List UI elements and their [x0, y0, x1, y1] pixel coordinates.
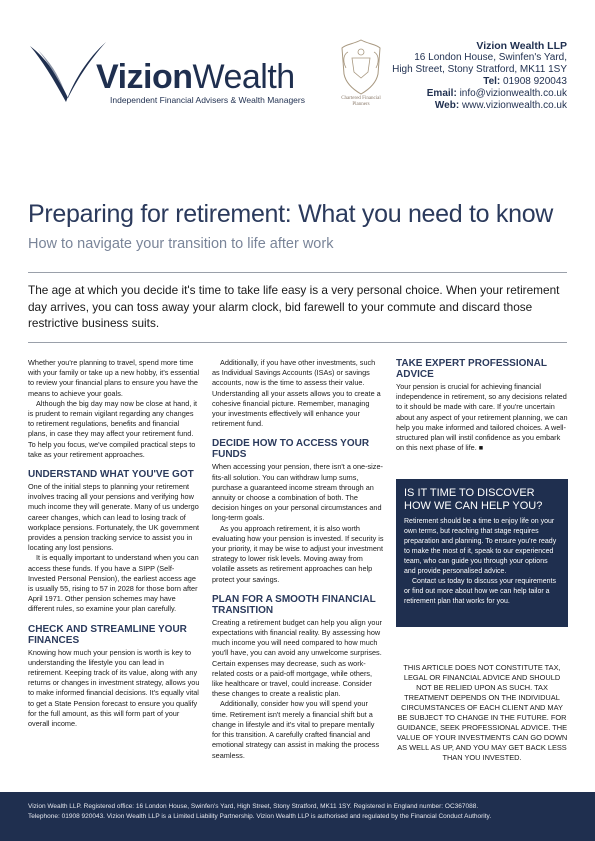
- divider-lead: [28, 342, 567, 343]
- section-heading: UNDERSTAND WHAT YOU'VE GOT: [28, 469, 194, 481]
- contact-block: [367, 40, 567, 112]
- logo-word-wealth: Wealth: [192, 58, 295, 96]
- paragraph: Your pension is crucial for achieving financial independence in retirement, so any decisions related to it should be made with care. If you're uncertain about any aspect of your retirement planning, we can help you make informed and tailored choices. A well-structured plan will instil confidence as you embark on this next phase of life. ■: [396, 382, 568, 453]
- section-heading: TAKE EXPERT PROFESSIONAL ADVICE: [396, 358, 547, 380]
- vizion-wealth-logo: [28, 40, 328, 110]
- email-line: [367, 88, 567, 100]
- footer: [0, 792, 595, 841]
- article-lead: The age at which you decide it's time to take life easy is a very personal choice. When your retirement day arrives, you can toss away your alarm clock, bid farewell to your commute and discard those restrictive business suits.: [28, 283, 560, 330]
- article-title: Preparing for retirement: What you need to know: [28, 200, 554, 228]
- paragraph: Additionally, consider how you will spend your time. Retirement isn't merely a financial shift but a change in lifestyle and it's vital to prepare mentally for this transition. A carefully crafted financial and emotional strategy can assist in making the process seamless.: [212, 699, 380, 760]
- paragraph: When accessing your pension, there isn't a one-size-fits-all solution. You can withdraw lump sums, purchase a guaranteed income stream through an annuity or choose a combination of both. The decision hinges on your personal circumstances and long-term goals.: [212, 462, 383, 523]
- cta-heading: IS IT TIME TO DISCOVER HOW WE CAN HELP YOU?: [404, 487, 543, 512]
- phone-line: [367, 76, 567, 88]
- email-label: Email:: [426, 88, 457, 99]
- paragraph: One of the initial steps to planning your retirement involves tracing all your pensions and verifying how much income they will generate. Many of us undergo career changes, which can lead to losing track of workplace pensions. Fortunately, the UK government provides a pension tracking service to assist you in locating any lost pensions.: [28, 482, 200, 553]
- logo-tagline: Independent Financial Advisers & Wealth Managers: [110, 95, 305, 105]
- paragraph: Whether you're planning to travel, spend more time with your family or take up a new hobby, it's essential to review your financial plans to ensure you have the means to achieve your goals.: [28, 358, 200, 398]
- disclaimer: THIS ARTICLE DOES NOT CONSTITUTE TAX, LEGAL OR FINANCIAL ADVICE AND SHOULD NOT BE RELIED UPON AS SUCH. TAX TREATMENT DEPENDS ON THE INDIVIDUAL CIRCUMSTANCES OF EACH CLIENT AND MAY BE SUBJECT TO CHANGE IN THE FUTURE. FOR GUIDANCE, SEEK PROFESSIONAL ADVICE. THE VALUE OF YOUR INVESTMENTS CAN GO DOWN AS WELL AS UP, AND YOU MAY GET BACK LESS THAN YOU INVESTED.: [396, 663, 568, 762]
- firm-name: Vizion Wealth LLP: [476, 40, 567, 52]
- logo-word-vizion: Vizion: [96, 58, 193, 96]
- paragraph: Additionally, if you have other investments, such as Individual Savings Accounts (ISAs) or savings accounts, now is the time to assess their value. Understanding all your assets allows you to create a cohesive financial picture. Remember, managing your investments effectively will enhance your retirement fund.: [212, 358, 381, 429]
- cta-box: [396, 479, 568, 627]
- column-1: [28, 358, 200, 729]
- section-heading: DECIDE HOW TO ACCESS YOUR FUNDS: [212, 438, 370, 461]
- web-label: Web:: [434, 100, 460, 111]
- footer-line-1: Vizion Wealth LLP. Registered office: 16 London House, Swinfen's Yard, High Street, Stony Stratford, MK11 1SY. Registered in England number: OC367088.: [28, 803, 479, 810]
- web-link[interactable]: www.vizionwealth.co.uk: [461, 100, 567, 111]
- logo-wordmark: [96, 58, 295, 97]
- email-link[interactable]: info@vizionwealth.co.uk: [459, 88, 567, 99]
- web-line: [367, 100, 567, 112]
- address-line-2: High Street, Stony Stratford, MK11 1SY: [392, 64, 567, 75]
- paragraph: Knowing how much your pension is worth is key to understanding the lifestyle you can lead in retirement. Keeping track of its value, along with any returns or changes in investment strategy, allows you to make informed financial decisions. It's equally vital to get a State Pension forecast to ensure you qualify for the full amount, as this will form part of your overall income.: [28, 647, 200, 729]
- section-heading: PLAN FOR A SMOOTH FINANCIAL TRANSITION: [212, 593, 376, 616]
- paragraph: It is equally important to understand when you can access these funds. If you have a SIPP (Self-Invested Personal Pension), the earliest access age is usually 55, rising to 57 in 2028 for those born after April 1971. Other pension schemes may have different rules, so examine your plan carefully.: [28, 553, 199, 614]
- cta-paragraph: Contact us today to discuss your requirements or find out more about how we can help tailor a retirement plan that works for you.: [404, 578, 556, 605]
- column-3: [396, 358, 568, 453]
- paragraph: Although the big day may now be close at hand, it is prudent to remain vigilant regarding any changes to retirement regulations, benefits and financial plans, in case they may affect your retirement fund. To help you focus, we've compiled practical steps to take as your retirement approaches.: [28, 398, 198, 459]
- address-line-1: 16 London House, Swinfen's Yard,: [414, 52, 567, 63]
- paragraph: Creating a retirement budget can help you align your expectations with financial reality. By assessing how much income you will need compared to how much you'll have, you can avoid any unwelcome surprises. Certain expenses may decrease, such as work-related costs or a paid-off mortgage, while others, like healthcare or travel, could increase. Consider these changes to create a realistic plan.: [212, 617, 382, 699]
- crest-label: Chartered Financial Planners: [341, 96, 381, 107]
- cta-paragraph: Retirement should be a time to enjoy life on your own terms, but reaching that stage requires preparation and planning. To ensure you're ready to make the most of it, speak to our experienced team, who can guide you through your options and provide personalised advice.: [404, 518, 557, 575]
- article-subtitle: How to navigate your transition to life after work: [28, 236, 334, 252]
- column-2: [212, 358, 384, 761]
- divider-top: [28, 272, 567, 273]
- paragraph: As you approach retirement, it is also worth evaluating how your pension is invested. If security is your priority, it may be wise to adjust your investment strategy to lower risk levels. Moving away from volatile assets as retirement approaches can help protect your savings.: [212, 523, 384, 584]
- section-heading: CHECK AND STREAMLINE YOUR FINANCES: [28, 623, 187, 646]
- footer-line-2: Telephone: 01908 920043. Vizion Wealth LLP is a Limited Liability Partnership. Vizion Wealth LLP is authorised and regulated by the Financial Conduct Authority.: [28, 813, 492, 820]
- tel-label: Tel:: [483, 76, 501, 87]
- tel-value: 01908 920043: [503, 76, 567, 87]
